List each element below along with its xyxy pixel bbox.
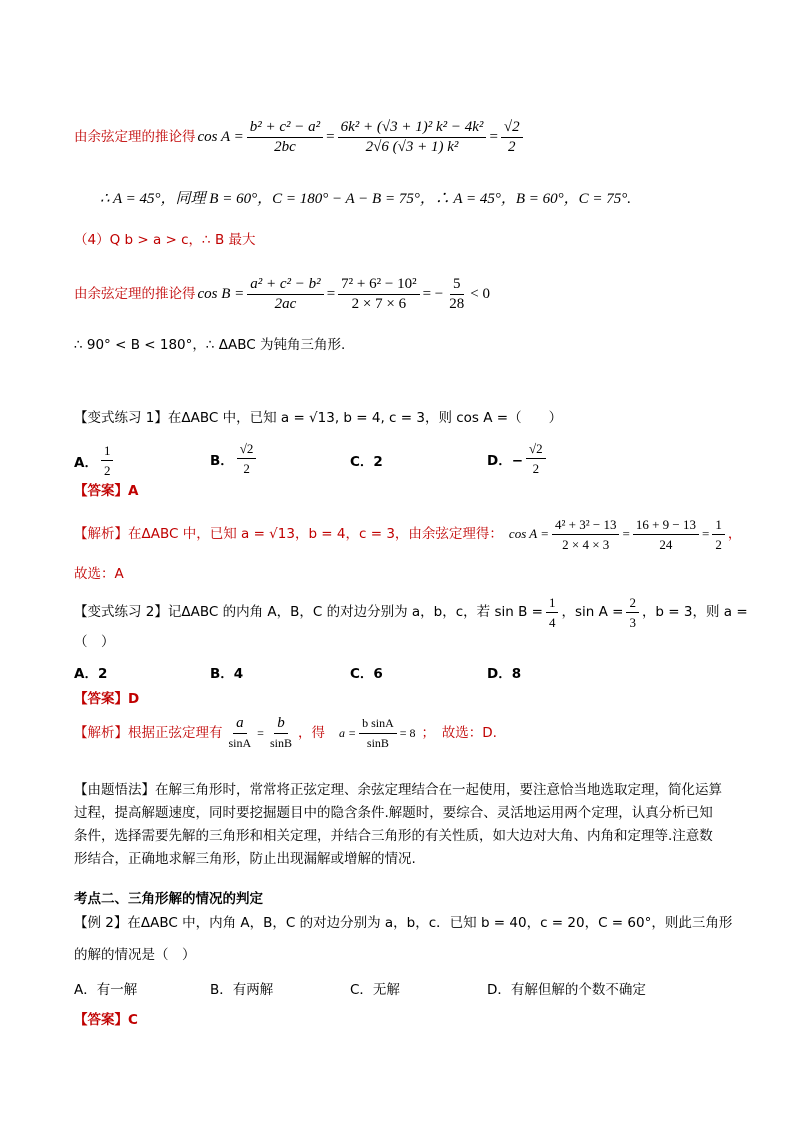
example-2-answer: 【答案】C (74, 1012, 138, 1028)
fraction-numerator: √2 (501, 119, 523, 138)
exercise-2-option-a: A．2 (74, 666, 108, 682)
fraction-3 (712, 516, 725, 553)
fraction-denominator: 2 × 4 × 3 (562, 536, 610, 552)
exercise-2-solution (74, 708, 497, 758)
fraction-denominator: 28 (449, 295, 465, 312)
fraction-3 (501, 119, 523, 156)
exercise-1-solution (74, 512, 741, 556)
fraction-numerator: 1 (712, 516, 725, 535)
example-2-question-line-2: 的解的情况是（ ） (74, 947, 196, 963)
fraction-denominator: 2 (103, 463, 111, 478)
solution-text: 【解析】在ΔABC 中，已知 a = √13，b = 4，c = 3，由余弦定理得： (74, 526, 503, 542)
formula-lhs: cos B = (197, 286, 245, 302)
fraction-2 (626, 594, 639, 631)
fraction-2 (633, 516, 699, 553)
equals-sign: = (326, 129, 335, 145)
fraction-numerator: a² + c² − b² (247, 276, 323, 295)
fraction-numerator: b² + c² − a² (247, 119, 323, 138)
fraction-1 (226, 715, 255, 752)
exercise-2-answer: 【答案】D (74, 691, 140, 707)
equals-sign: = (489, 129, 498, 145)
exercise-2-paren: （ ） (74, 634, 115, 650)
fraction-denominator: sinB (269, 735, 292, 750)
fraction-denominator: 2 (508, 138, 516, 155)
formula-cosB-line (74, 272, 490, 316)
formula-lhs: cos A = (508, 526, 549, 541)
part-4-heading: （4）Q b > a > c，∴ B 最大 (74, 232, 256, 248)
exercise-1-option-b (210, 440, 259, 477)
inequality-tail: < 0 (470, 286, 490, 302)
fraction-denominator: 4 (548, 614, 556, 630)
option-label: D．− (487, 452, 524, 469)
example-2-option-d: D．有解但解的个数不确定 (487, 982, 646, 998)
option-fraction (101, 442, 114, 479)
equals-sign: = − (422, 286, 444, 302)
example-2-option-c: C．无解 (350, 982, 400, 998)
section-heading: 考点二、三角形解的情况的判定 (74, 891, 263, 907)
exercise-2-option-c: C．6 (350, 666, 383, 682)
fraction-denominator: sinB (366, 735, 389, 750)
formula-intro-text: 由余弦定理的推论得 (74, 286, 196, 302)
exercise-1-choice: 故选：A (74, 566, 124, 582)
fraction-denominator: 2 (715, 536, 722, 552)
question-text: ，sin A = (561, 604, 624, 620)
fraction-denominator: sinA (228, 735, 252, 750)
fraction-denominator: 2 (532, 461, 540, 476)
option-label: A． (74, 454, 98, 471)
fraction-2 (267, 715, 295, 752)
solution-text: 【解析】根据正弦定理有 (74, 725, 223, 741)
fraction-numerator: √2 (526, 440, 546, 459)
question-text: ，b = 3，则 a = (641, 604, 748, 620)
formula-intro-text: 由余弦定理的推论得 (74, 129, 196, 145)
solution-text: ，得 (297, 725, 325, 741)
equals-sign: = (622, 526, 630, 541)
equals-sign: = (701, 526, 710, 541)
equals-sign: = (326, 286, 336, 302)
fraction-3 (446, 276, 467, 313)
fraction-numerator: 7² + 6² − 10² (338, 276, 419, 295)
fraction-denominator: 2 × 7 × 6 (351, 295, 407, 312)
equals-sign: = (257, 726, 264, 740)
formula-lhs: cos A = (197, 129, 244, 145)
formula-cosA-line (74, 112, 526, 162)
option-label: B． (210, 452, 234, 469)
exercise-2-question (74, 590, 748, 634)
exercise-1-option-a (74, 442, 116, 479)
fraction-numerator: a (233, 715, 247, 734)
method-insight-paragraph: 【由题悟法】在解三角形时，常常将正弦定理、余弦定理结合在一起使用，要注意恰当地选取定理，简化运算过程，提高解题速度，同时要挖掘题目中的隐含条件.解题时，要综合、灵活地运用两个定理，认真分析已知条件，选择需要先解的三角形和相关定理，并结合三角形的有关性质，如大边对大角、内角和定理等.注意数形结合，正确地求解三角形，防止出现漏解或增解的情况. (74, 782, 722, 867)
exercise-1-option-d (487, 440, 549, 477)
fraction-denominator: 2bc (274, 138, 296, 155)
option-fraction (526, 440, 546, 477)
fraction-1 (546, 594, 559, 631)
fraction-2 (338, 119, 487, 156)
fraction-numerator: 16 + 9 − 13 (633, 516, 699, 535)
obtuse-conclusion: ∴ 90° < B < 180°，∴ ΔABC 为钝角三角形. (74, 337, 346, 353)
exercise-1-question: 【变式练习 1】在ΔABC 中，已知 a = √13, b = 4, c = 3，则 cos A =（ ） (74, 410, 563, 426)
fraction-denominator: 2ac (274, 295, 297, 312)
example-2-option-b: B．有两解 (210, 982, 274, 998)
fraction-numerator: b (274, 715, 288, 734)
fraction-3 (359, 715, 397, 752)
fraction-numerator: b sinA (359, 715, 397, 734)
fraction-numerator: 2 (626, 594, 639, 613)
fraction-2 (338, 276, 419, 313)
fraction-denominator: 3 (629, 614, 636, 630)
fraction-numerator: 5 (450, 276, 464, 295)
conclusion-angles: ∴ A = 45°，同理 B = 60°，C = 180° − A − B = 75°，∴ A = 45°，B = 60°，C = 75°. (100, 191, 631, 207)
exercise-2-option-d: D．8 (487, 666, 522, 682)
question-text: 【变式练习 2】记ΔABC 的内角 A，B，C 的对边分别为 a，b，c，若 sin B = (74, 604, 543, 620)
fraction-denominator: 2√6 (√3 + 1) k² (365, 138, 459, 155)
formula-lhs: a = (338, 726, 357, 740)
fraction-1 (552, 516, 619, 553)
punctuation: ， (727, 526, 742, 542)
fraction-1 (247, 276, 323, 313)
fraction-numerator: 4² + 3² − 13 (552, 516, 619, 535)
solution-choice: ； 故选：D. (421, 725, 497, 741)
fraction-numerator: √2 (237, 440, 257, 459)
exercise-1-option-c: C．2 (350, 454, 383, 470)
fraction-denominator: 2 (243, 461, 250, 476)
exercise-1-answer: 【答案】A (74, 483, 139, 499)
fraction-numerator: 1 (101, 442, 114, 461)
result-value: = 8 (399, 726, 416, 740)
fraction-denominator: 24 (659, 536, 673, 552)
fraction-numerator: 1 (546, 594, 559, 613)
exercise-2-option-b: B．4 (210, 666, 244, 682)
option-fraction (237, 440, 257, 477)
fraction-numerator: 6k² + (√3 + 1)² k² − 4k² (338, 119, 487, 138)
fraction-1 (247, 119, 323, 156)
example-2-question-line-1: 【例 2】在ΔABC 中，内角 A，B，C 的对边分别为 a，b，c．已知 b = 40，c = 20，C = 60°，则此三角形 (74, 915, 733, 931)
example-2-option-a: A．有一解 (74, 982, 138, 998)
